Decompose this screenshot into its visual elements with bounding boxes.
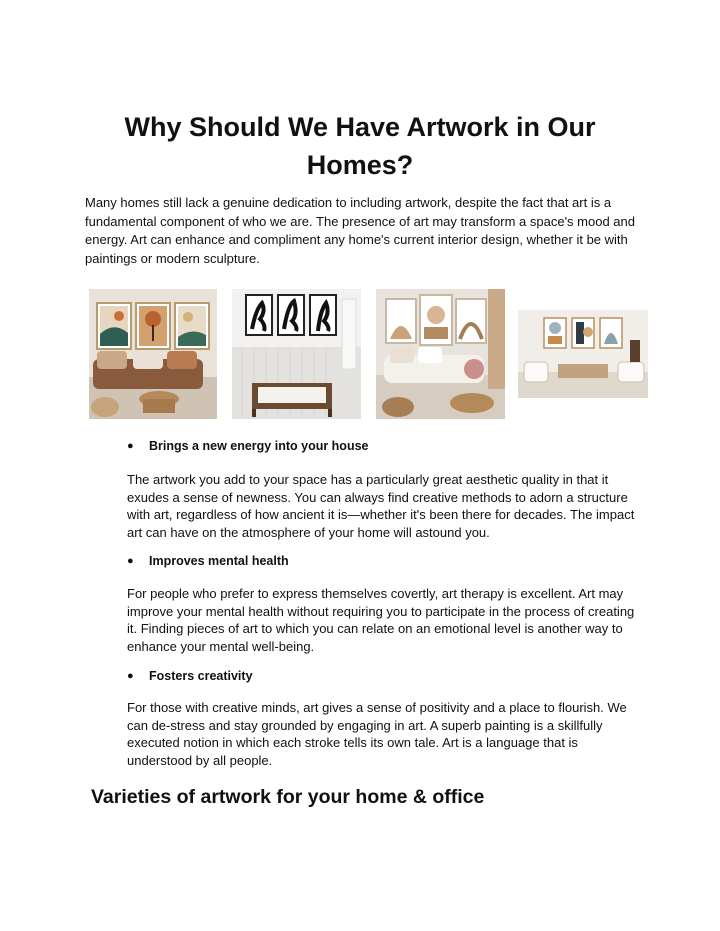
geometric-prints-room-image [518, 310, 648, 398]
bullet-heading-new-energy [127, 439, 368, 453]
figure-line-art-prints-image [232, 289, 361, 419]
artwork-photo-row [0, 288, 720, 420]
bullet-heading-label: Brings a new energy into your house [149, 439, 369, 453]
section-title-varieties: Varieties of artwork for your home & office [91, 786, 485, 808]
intro-paragraph: Many homes still lack a genuine dedication to including artwork, despite the fact that art is a fundamental component of who we are. The presence of art may transform a space's mood and energy. Art can enhance and compliment any home's current interior design, whether it be with paintings or modern sculpture. [85, 195, 635, 266]
bullet-heading-label: Improves mental health [149, 554, 289, 568]
bullet-icon: ● [127, 670, 134, 682]
bullet-heading-mental-health [127, 554, 289, 568]
bullet-icon: ● [127, 555, 134, 567]
bullet-heading-label: Fosters creativity [149, 669, 253, 683]
page-title: Why Should We Have Artwork in Our Homes? [124, 112, 596, 180]
bullet-icon: ● [127, 440, 134, 452]
living-room-landscape-prints-image [89, 289, 217, 419]
bullet-paragraph-mental-health: For people who prefer to express themselves covertly, art therapy is excellent. Art may improve your mental health without requiring you to participate in the process of creating it. Finding pieces of art to which you can relate on an emotional level is another way to enhance your mental well-being. [127, 586, 635, 655]
bullet-paragraph-new-energy: The artwork you add to your space has a particularly great aesthetic quality in that it exudes a sense of newness. You can always find creative methods to adorn a structure with art, regardless of how ancient it is—whether it's been there for decades. The impact art can have on the atmosphere of your home will astound you. [127, 472, 635, 541]
bullet-heading-creativity [127, 669, 253, 683]
bullet-paragraph-creativity: For those with creative minds, art gives a sense of positivity and a place to flourish. We can de-stress and stay grounded by engaging in art. A superb painting is a skillfully executed notion in which each stroke tells its own tale. Art is a language that is understood by all people. [127, 700, 627, 769]
abstract-boho-prints-image [376, 289, 505, 419]
